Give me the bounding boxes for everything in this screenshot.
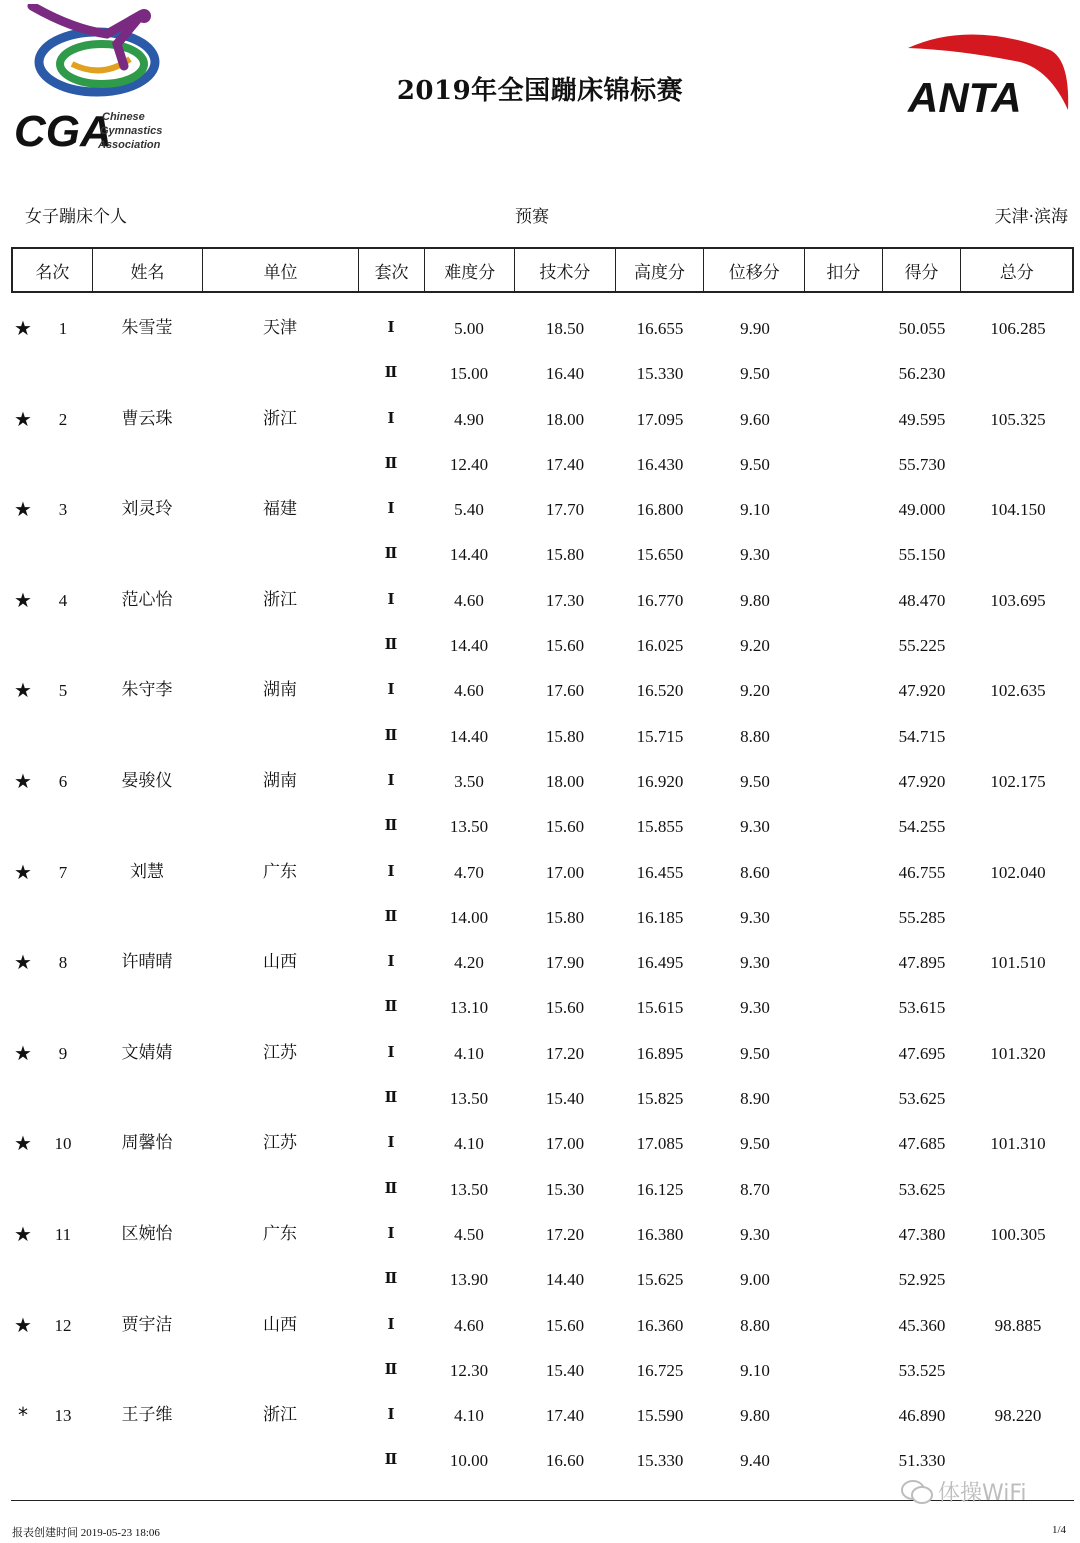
total-cell: 106.285 [990, 319, 1046, 338]
total-cell: 101.510 [990, 953, 1046, 973]
set-cell: Ⅰ [387, 1407, 395, 1424]
height-cell: 16.455 [636, 862, 684, 882]
rank-cell: 1 [58, 319, 68, 338]
table-row [0, 1303, 1080, 1348]
col-unit: 单位 [203, 249, 358, 291]
height-cell: 17.095 [636, 409, 684, 429]
table-row [0, 1212, 1080, 1257]
set-cell: Ⅱ [384, 546, 398, 563]
height-cell: 16.770 [636, 590, 684, 610]
stage-name: 预赛 [515, 207, 549, 227]
qualified-mark: ★ [14, 497, 32, 522]
qualified-mark: ★ [14, 1131, 32, 1156]
displacement-cell: 9.50 [740, 1043, 770, 1063]
execution-cell: 18.00 [545, 409, 585, 429]
difficulty-cell: 4.20 [454, 953, 484, 973]
col-rank: 名次 [13, 249, 93, 291]
execution-cell: 15.30 [545, 1179, 585, 1199]
total-cell: 102.175 [990, 771, 1046, 791]
height-cell: 15.715 [636, 726, 684, 746]
execution-cell: 15.80 [545, 726, 585, 746]
set-cell: Ⅱ [384, 1271, 398, 1288]
rank-cell: 3 [58, 500, 68, 520]
execution-cell: 17.00 [545, 862, 585, 882]
set-cell: Ⅱ [384, 1361, 398, 1378]
set-cell: Ⅱ [384, 455, 398, 472]
score-cell: 47.920 [898, 681, 946, 701]
execution-cell: 17.70 [545, 500, 585, 520]
displacement-cell: 9.90 [740, 319, 770, 338]
set-cell: Ⅱ [384, 1452, 398, 1469]
difficulty-cell: 14.40 [449, 636, 489, 656]
set-cell: Ⅰ [387, 772, 395, 789]
table-row [0, 759, 1080, 804]
difficulty-cell: 4.60 [454, 1315, 484, 1335]
col-difficulty: 难度分 [425, 249, 515, 291]
col-execution: 技术分 [515, 249, 616, 291]
height-cell: 15.590 [636, 1406, 684, 1426]
svg-text:CGA: CGA [14, 107, 112, 154]
execution-cell: 14.40 [545, 1270, 585, 1290]
difficulty-cell: 4.50 [454, 1224, 484, 1244]
name-cell: 王子维 [121, 1405, 173, 1426]
anta-logo-text: ANTA [908, 74, 1022, 121]
qualified-mark: ★ [14, 406, 32, 431]
page-title: 2019年全国蹦床锦标赛 [396, 76, 684, 106]
set-cell: Ⅰ [387, 863, 395, 880]
difficulty-cell: 13.10 [449, 998, 489, 1018]
displacement-cell: 9.80 [740, 590, 770, 610]
rank-cell: 10 [54, 1134, 72, 1154]
unit-cell: 浙江 [263, 1405, 297, 1426]
logo-line-1: Chinese [102, 111, 145, 123]
execution-cell: 15.60 [545, 998, 585, 1018]
name-cell: 区婉怡 [121, 1223, 173, 1244]
col-name: 姓名 [93, 249, 204, 291]
table-row [0, 623, 1080, 668]
difficulty-cell: 4.10 [454, 1134, 484, 1154]
displacement-cell: 9.40 [740, 1451, 770, 1471]
height-cell: 16.360 [636, 1315, 684, 1335]
set-cell: Ⅰ [387, 1135, 395, 1152]
logo-line-3: Association [98, 139, 161, 151]
execution-cell: 17.20 [545, 1224, 585, 1244]
set-cell: Ⅱ [384, 818, 398, 835]
score-cell: 49.595 [898, 409, 946, 429]
execution-cell: 15.60 [545, 636, 585, 656]
difficulty-cell: 13.50 [449, 1179, 489, 1199]
execution-cell: 15.80 [545, 545, 585, 565]
unit-cell: 天津 [263, 318, 297, 338]
displacement-cell: 9.50 [740, 771, 770, 791]
height-cell: 15.625 [636, 1270, 684, 1290]
set-cell: Ⅰ [387, 410, 395, 427]
table-row [0, 487, 1080, 532]
qualified-mark: ★ [14, 678, 32, 703]
difficulty-cell: 14.40 [449, 726, 489, 746]
total-cell: 98.220 [994, 1406, 1042, 1426]
col-penalty: 扣分 [805, 249, 883, 291]
score-cell: 45.360 [898, 1315, 946, 1335]
height-cell: 16.430 [636, 454, 684, 474]
score-cell: 55.285 [898, 907, 946, 927]
displacement-cell: 9.50 [740, 364, 770, 384]
table-row [0, 306, 1080, 351]
height-cell: 16.025 [636, 636, 684, 656]
table-row [0, 940, 1080, 985]
displacement-cell: 9.30 [740, 998, 770, 1018]
table-row [0, 397, 1080, 442]
table-row [0, 1393, 1080, 1438]
name-cell: 文婧婧 [121, 1042, 173, 1063]
execution-cell: 16.60 [545, 1451, 585, 1471]
unit-cell: 广东 [263, 861, 297, 882]
unit-cell: 江苏 [263, 1133, 297, 1154]
name-cell: 朱守李 [121, 680, 173, 701]
score-cell: 55.225 [898, 636, 946, 656]
set-cell: Ⅱ [384, 908, 398, 925]
qualified-mark: ★ [14, 1040, 32, 1065]
unit-cell: 湖南 [263, 680, 297, 701]
displacement-cell: 9.30 [740, 545, 770, 565]
difficulty-cell: 15.00 [449, 364, 489, 384]
height-cell: 16.520 [636, 681, 684, 701]
score-cell: 53.625 [898, 1179, 946, 1199]
col-total: 总分 [999, 262, 1034, 283]
qualified-mark: ★ [14, 950, 32, 975]
unit-cell: 湖南 [263, 770, 297, 791]
displacement-cell: 9.30 [740, 907, 770, 927]
difficulty-cell: 4.60 [454, 590, 484, 610]
execution-cell: 17.60 [545, 681, 585, 701]
score-cell: 46.755 [898, 862, 946, 882]
rank-cell: 12 [54, 1315, 72, 1335]
execution-cell: 15.40 [545, 1360, 585, 1380]
difficulty-cell: 4.70 [454, 862, 484, 882]
displacement-cell: 9.50 [740, 454, 770, 474]
score-cell: 49.000 [898, 500, 946, 520]
event-name: 女子蹦床个人 [25, 207, 127, 227]
difficulty-cell: 13.50 [449, 817, 489, 837]
displacement-cell: 9.80 [740, 1406, 770, 1426]
table-row [0, 1076, 1080, 1121]
unit-cell: 广东 [263, 1223, 297, 1244]
name-cell: 朱雪莹 [121, 318, 173, 338]
score-cell: 47.685 [898, 1134, 946, 1154]
execution-cell: 15.40 [545, 1089, 585, 1109]
displacement-cell: 9.60 [740, 409, 770, 429]
execution-cell: 17.40 [545, 454, 585, 474]
difficulty-cell: 4.10 [454, 1043, 484, 1063]
difficulty-cell: 14.40 [449, 545, 489, 565]
set-cell: Ⅰ [387, 501, 395, 518]
name-cell: 曹云珠 [121, 408, 173, 429]
displacement-cell: 9.20 [740, 636, 770, 656]
qualified-mark: * [18, 1403, 28, 1428]
unit-cell: 浙江 [263, 589, 297, 610]
difficulty-cell: 13.90 [449, 1270, 489, 1290]
difficulty-cell: 10.00 [449, 1451, 489, 1471]
rank-cell: 9 [58, 1043, 68, 1063]
table-row [0, 985, 1080, 1030]
set-cell: Ⅱ [384, 727, 398, 744]
watermark [900, 1476, 1027, 1507]
displacement-cell: 9.30 [740, 817, 770, 837]
set-cell: Ⅱ [384, 637, 398, 654]
height-cell: 16.725 [636, 1360, 684, 1380]
set-cell: Ⅰ [387, 320, 395, 336]
table-row [0, 1348, 1080, 1393]
difficulty-cell: 4.10 [454, 1406, 484, 1426]
execution-cell: 18.50 [545, 319, 585, 338]
table-row [0, 1031, 1080, 1076]
score-cell: 47.920 [898, 771, 946, 791]
displacement-cell: 8.80 [740, 1315, 770, 1335]
set-cell: Ⅰ [387, 954, 395, 971]
difficulty-cell: 12.40 [449, 454, 489, 474]
rank-cell: 5 [58, 681, 68, 701]
displacement-cell: 8.60 [740, 862, 770, 882]
height-cell: 15.825 [636, 1089, 684, 1109]
name-cell: 刘慧 [130, 861, 164, 882]
rank-cell: 2 [58, 409, 68, 429]
execution-cell: 18.00 [545, 771, 585, 791]
table-row [0, 442, 1080, 487]
score-cell: 47.895 [898, 953, 946, 973]
score-cell: 54.255 [898, 817, 946, 837]
total-cell: 102.040 [990, 862, 1046, 882]
height-cell: 15.855 [636, 817, 684, 837]
watermark-text: 体操WiFi [938, 1481, 1027, 1506]
total-cell: 101.310 [990, 1134, 1046, 1154]
name-cell: 许晴晴 [121, 952, 173, 973]
set-cell: Ⅰ [387, 591, 395, 608]
total-cell: 101.320 [990, 1043, 1046, 1063]
total-cell: 102.635 [990, 681, 1046, 701]
displacement-cell: 9.10 [740, 500, 770, 520]
execution-cell: 17.20 [545, 1043, 585, 1063]
height-cell: 15.650 [636, 545, 684, 565]
score-cell: 51.330 [898, 1451, 946, 1471]
table-row [0, 1121, 1080, 1166]
score-cell: 52.925 [898, 1270, 946, 1290]
rank-cell: 7 [58, 862, 68, 882]
table-row [0, 1167, 1080, 1212]
height-cell: 16.185 [636, 907, 684, 927]
rank-cell: 8 [58, 953, 68, 973]
set-cell: Ⅰ [387, 1225, 395, 1242]
difficulty-cell: 5.40 [454, 500, 484, 520]
score-cell: 55.150 [898, 545, 946, 565]
score-cell: 47.380 [898, 1224, 946, 1244]
name-cell: 贾宇洁 [121, 1314, 173, 1335]
table-row [0, 714, 1080, 759]
displacement-cell: 9.30 [740, 953, 770, 973]
score-cell: 48.470 [898, 590, 946, 610]
height-cell: 15.330 [636, 364, 684, 384]
height-cell: 16.495 [636, 953, 684, 973]
total-cell: 103.695 [990, 590, 1046, 610]
total-cell: 100.305 [990, 1224, 1046, 1244]
page-number: 1/4 [1051, 1524, 1066, 1536]
table-row [0, 351, 1080, 396]
set-cell: Ⅱ [384, 1090, 398, 1107]
execution-cell: 17.00 [545, 1134, 585, 1154]
execution-cell: 16.40 [545, 364, 585, 384]
set-cell: Ⅰ [387, 1044, 395, 1061]
col-score: 得分 [883, 249, 962, 291]
difficulty-cell: 5.00 [454, 319, 484, 338]
logo-line-2: Gymnastics [100, 125, 163, 137]
height-cell: 16.895 [636, 1043, 684, 1063]
difficulty-cell: 12.30 [449, 1360, 489, 1380]
total-cell: 105.325 [990, 409, 1046, 429]
table-row [0, 1257, 1080, 1302]
set-cell: Ⅰ [387, 682, 395, 699]
difficulty-cell: 14.00 [449, 907, 489, 927]
rank-cell: 4 [58, 590, 68, 610]
table-row [0, 668, 1080, 713]
displacement-cell: 9.30 [740, 1224, 770, 1244]
score-cell: 50.055 [898, 319, 946, 338]
qualified-mark: ★ [14, 1312, 32, 1337]
displacement-cell: 8.90 [740, 1089, 770, 1109]
total-cell: 104.150 [990, 500, 1046, 520]
score-cell: 54.715 [898, 726, 946, 746]
unit-cell: 山西 [263, 952, 297, 973]
unit-cell: 山西 [263, 1314, 297, 1335]
execution-cell: 17.40 [545, 1406, 585, 1426]
difficulty-cell: 4.90 [454, 409, 484, 429]
table-row [0, 578, 1080, 623]
score-cell: 53.615 [898, 998, 946, 1018]
execution-cell: 17.90 [545, 953, 585, 973]
name-cell: 范心怡 [121, 589, 173, 610]
results-table [0, 306, 1080, 1484]
report-created: 报表创建时间 2019-05-23 18:06 [12, 1527, 160, 1539]
displacement-cell: 8.80 [740, 726, 770, 746]
wechat-icon [900, 1479, 934, 1505]
displacement-cell: 9.20 [740, 681, 770, 701]
difficulty-cell: 3.50 [454, 771, 484, 791]
rank-cell: 6 [58, 771, 68, 791]
score-cell: 53.525 [898, 1360, 946, 1380]
execution-cell: 17.30 [545, 590, 585, 610]
table-header [11, 247, 1074, 293]
name-cell: 周馨怡 [121, 1133, 173, 1154]
score-cell: 46.890 [898, 1406, 946, 1426]
col-displacement: 位移分 [704, 249, 805, 291]
total-cell: 98.885 [994, 1315, 1042, 1335]
height-cell: 16.380 [636, 1224, 684, 1244]
table-row [0, 850, 1080, 895]
qualified-mark: ★ [14, 316, 32, 340]
qualified-mark: ★ [14, 768, 32, 793]
height-cell: 15.615 [636, 998, 684, 1018]
table-row [0, 804, 1080, 849]
score-cell: 53.625 [898, 1089, 946, 1109]
rank-cell: 13 [54, 1406, 72, 1426]
execution-cell: 15.80 [545, 907, 585, 927]
col-set: 套次 [359, 249, 426, 291]
difficulty-cell: 4.60 [454, 681, 484, 701]
location: 天津·滨海 [994, 207, 1068, 227]
set-cell: Ⅰ [387, 1316, 395, 1333]
unit-cell: 福建 [263, 499, 297, 520]
displacement-cell: 9.00 [740, 1270, 770, 1290]
qualified-mark: ★ [14, 859, 32, 884]
displacement-cell: 9.10 [740, 1360, 770, 1380]
height-cell: 17.085 [636, 1134, 684, 1154]
set-cell: Ⅱ [384, 1180, 398, 1197]
height-cell: 15.330 [636, 1451, 684, 1471]
unit-cell: 浙江 [263, 408, 297, 429]
displacement-cell: 9.50 [740, 1134, 770, 1154]
score-cell: 47.695 [898, 1043, 946, 1063]
col-height: 高度分 [616, 249, 705, 291]
unit-cell: 江苏 [263, 1042, 297, 1063]
execution-cell: 15.60 [545, 1315, 585, 1335]
displacement-cell: 8.70 [740, 1179, 770, 1199]
score-cell: 55.730 [898, 454, 946, 474]
rank-cell: 11 [54, 1224, 72, 1244]
qualified-mark: ★ [14, 587, 32, 612]
height-cell: 16.920 [636, 771, 684, 791]
table-row [0, 895, 1080, 940]
score-cell: 56.230 [898, 364, 946, 384]
height-cell: 16.125 [636, 1179, 684, 1199]
set-cell: Ⅱ [384, 365, 398, 382]
height-cell: 16.655 [636, 319, 684, 338]
name-cell: 刘灵玲 [121, 499, 173, 520]
set-cell: Ⅱ [384, 999, 398, 1016]
qualified-mark: ★ [14, 1221, 32, 1246]
table-row [0, 532, 1080, 577]
difficulty-cell: 13.50 [449, 1089, 489, 1109]
height-cell: 16.800 [636, 500, 684, 520]
execution-cell: 15.60 [545, 817, 585, 837]
name-cell: 晏骏仪 [121, 770, 173, 791]
